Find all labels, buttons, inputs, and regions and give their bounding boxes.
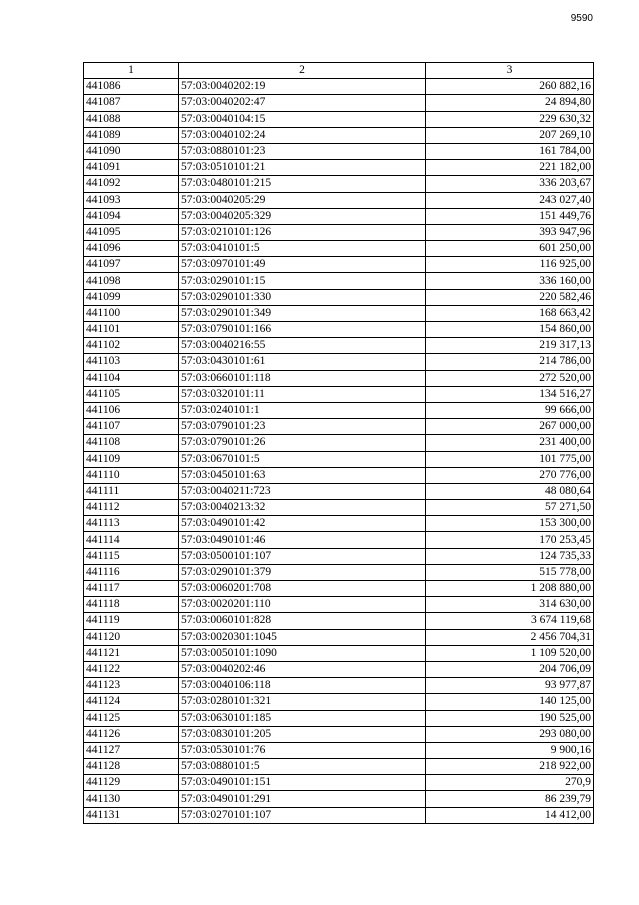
table-row (84, 143, 594, 159)
cadastral-number-cell: 57:03:0790101:26 (179, 435, 426, 451)
table-row (84, 451, 594, 467)
value-cell: 101 775,00 (426, 451, 594, 467)
cadastral-number-cell: 57:03:0490101:151 (179, 775, 426, 791)
cadastral-number-cell: 57:03:0040104:15 (179, 111, 426, 127)
value-cell: 2 456 704,31 (426, 629, 594, 645)
row-number-cell: 441104 (84, 370, 179, 386)
table-row (84, 613, 594, 629)
value-cell: 57 271,50 (426, 500, 594, 516)
value-cell: 3 674 119,68 (426, 613, 594, 629)
table-row (84, 289, 594, 305)
row-number-cell: 441128 (84, 759, 179, 775)
cadastral-number-cell: 57:03:0490101:46 (179, 532, 426, 548)
row-number-cell: 441090 (84, 143, 179, 159)
value-cell: 393 947,96 (426, 224, 594, 240)
cadastral-number-cell: 57:03:0630101:185 (179, 710, 426, 726)
cadastral-number-cell: 57:03:0790101:166 (179, 322, 426, 338)
cadastral-number-cell: 57:03:0880101:5 (179, 759, 426, 775)
value-cell: 207 269,10 (426, 127, 594, 143)
table-row (84, 645, 594, 661)
value-cell: 336 160,00 (426, 273, 594, 289)
cadastral-number-cell: 57:03:0240101:1 (179, 402, 426, 418)
table-row (84, 95, 594, 111)
cadastral-number-cell: 57:03:0670101:5 (179, 451, 426, 467)
row-number-cell: 441089 (84, 127, 179, 143)
cadastral-number-cell: 57:03:0660101:118 (179, 370, 426, 386)
value-cell: 168 663,42 (426, 305, 594, 321)
table-row (84, 176, 594, 192)
value-cell: 336 203,67 (426, 176, 594, 192)
row-number-cell: 441102 (84, 338, 179, 354)
value-cell: 219 317,13 (426, 338, 594, 354)
value-cell: 260 882,16 (426, 79, 594, 95)
header-row (84, 63, 594, 79)
row-number-cell: 441111 (84, 483, 179, 499)
table-row (84, 224, 594, 240)
table-row (84, 807, 594, 823)
row-number-cell: 441125 (84, 710, 179, 726)
cadastral-number-cell: 57:03:0430101:61 (179, 354, 426, 370)
table-row (84, 419, 594, 435)
row-number-cell: 441110 (84, 467, 179, 483)
table-row (84, 678, 594, 694)
value-cell: 151 449,76 (426, 208, 594, 224)
table-row (84, 160, 594, 176)
row-number-cell: 441094 (84, 208, 179, 224)
cadastral-number-cell: 57:03:0450101:63 (179, 467, 426, 483)
table-row (84, 273, 594, 289)
row-number-cell: 441103 (84, 354, 179, 370)
table-row (84, 435, 594, 451)
cadastral-number-cell: 57:03:0510101:21 (179, 160, 426, 176)
row-number-cell: 441118 (84, 597, 179, 613)
table-row (84, 111, 594, 127)
cadastral-number-cell: 57:03:0500101:107 (179, 548, 426, 564)
cadastral-number-cell: 57:03:0040202:19 (179, 79, 426, 95)
value-cell: 270 776,00 (426, 467, 594, 483)
row-number-cell: 441130 (84, 791, 179, 807)
row-number-cell: 441105 (84, 386, 179, 402)
table-row (84, 629, 594, 645)
row-number-cell: 441095 (84, 224, 179, 240)
table-row (84, 192, 594, 208)
table-row (84, 581, 594, 597)
value-cell: 314 630,00 (426, 597, 594, 613)
cadastral-number-cell: 57:03:0320101:11 (179, 386, 426, 402)
cadastral-number-cell: 57:03:0790101:23 (179, 419, 426, 435)
row-number-cell: 441093 (84, 192, 179, 208)
value-cell: 231 400,00 (426, 435, 594, 451)
cadastral-number-cell: 57:03:0290101:349 (179, 305, 426, 321)
cadastral-number-cell: 57:03:0040102:24 (179, 127, 426, 143)
cadastral-number-cell: 57:03:0020301:1045 (179, 629, 426, 645)
table-row (84, 338, 594, 354)
cadastral-number-cell: 57:03:0490101:291 (179, 791, 426, 807)
table-row (84, 402, 594, 418)
cadastral-number-cell: 57:03:0880101:23 (179, 143, 426, 159)
value-cell: 116 925,00 (426, 257, 594, 273)
value-cell: 99 666,00 (426, 402, 594, 418)
value-cell: 48 080,64 (426, 483, 594, 499)
cadastral-number-cell: 57:03:0040202:47 (179, 95, 426, 111)
row-number-cell: 441119 (84, 613, 179, 629)
value-cell: 220 582,46 (426, 289, 594, 305)
row-number-cell: 441127 (84, 742, 179, 758)
table-row (84, 257, 594, 273)
cadastral-number-cell: 57:03:0290101:15 (179, 273, 426, 289)
table-body (84, 79, 594, 824)
value-cell: 134 516,27 (426, 386, 594, 402)
table-row (84, 79, 594, 95)
cadastral-number-cell: 57:03:0480101:215 (179, 176, 426, 192)
cadastral-number-cell: 57:03:0290101:379 (179, 564, 426, 580)
table-row (84, 791, 594, 807)
row-number-cell: 441116 (84, 564, 179, 580)
value-cell: 1 109 520,00 (426, 645, 594, 661)
column-header-2: 2 (179, 63, 426, 79)
value-cell: 218 922,00 (426, 759, 594, 775)
value-cell: 9 900,16 (426, 742, 594, 758)
cadastral-number-cell: 57:03:0040213:32 (179, 500, 426, 516)
page-number: 9590 (570, 13, 593, 24)
row-number-cell: 441101 (84, 322, 179, 338)
row-number-cell: 441087 (84, 95, 179, 111)
cadastral-number-cell: 57:03:0020201:110 (179, 597, 426, 613)
row-number-cell: 441088 (84, 111, 179, 127)
row-number-cell: 441100 (84, 305, 179, 321)
table-row (84, 759, 594, 775)
row-number-cell: 441124 (84, 694, 179, 710)
value-cell: 190 525,00 (426, 710, 594, 726)
table-row (84, 516, 594, 532)
value-cell: 170 253,45 (426, 532, 594, 548)
table-row (84, 661, 594, 677)
table-row (84, 322, 594, 338)
table-row (84, 208, 594, 224)
cadastral-number-cell: 57:03:0210101:126 (179, 224, 426, 240)
value-cell: 154 860,00 (426, 322, 594, 338)
table-row (84, 597, 594, 613)
value-cell: 93 977,87 (426, 678, 594, 694)
row-number-cell: 441107 (84, 419, 179, 435)
cadastral-number-cell: 57:03:0290101:330 (179, 289, 426, 305)
cadastral-number-cell: 57:03:0060101:828 (179, 613, 426, 629)
row-number-cell: 441091 (84, 160, 179, 176)
row-number-cell: 441096 (84, 241, 179, 257)
registry-table (83, 62, 594, 824)
value-cell: 204 706,09 (426, 661, 594, 677)
table-row (84, 564, 594, 580)
table-row (84, 386, 594, 402)
row-number-cell: 441092 (84, 176, 179, 192)
column-header-3: 3 (426, 63, 594, 79)
row-number-cell: 441120 (84, 629, 179, 645)
value-cell: 140 125,00 (426, 694, 594, 710)
table-row (84, 127, 594, 143)
row-number-cell: 441086 (84, 79, 179, 95)
value-cell: 272 520,00 (426, 370, 594, 386)
row-number-cell: 441117 (84, 581, 179, 597)
value-cell: 601 250,00 (426, 241, 594, 257)
row-number-cell: 441123 (84, 678, 179, 694)
table-row (84, 354, 594, 370)
row-number-cell: 441099 (84, 289, 179, 305)
value-cell: 214 786,00 (426, 354, 594, 370)
cadastral-number-cell: 57:03:0040106:118 (179, 678, 426, 694)
cadastral-number-cell: 57:03:0970101:49 (179, 257, 426, 273)
value-cell: 153 300,00 (426, 516, 594, 532)
value-cell: 515 778,00 (426, 564, 594, 580)
table-row (84, 483, 594, 499)
row-number-cell: 441129 (84, 775, 179, 791)
cadastral-number-cell: 57:03:0280101:321 (179, 694, 426, 710)
row-number-cell: 441126 (84, 726, 179, 742)
row-number-cell: 441114 (84, 532, 179, 548)
value-cell: 221 182,00 (426, 160, 594, 176)
cadastral-number-cell: 57:03:0040216:55 (179, 338, 426, 354)
table-row (84, 548, 594, 564)
table-row (84, 726, 594, 742)
table-row (84, 710, 594, 726)
row-number-cell: 441115 (84, 548, 179, 564)
row-number-cell: 441112 (84, 500, 179, 516)
value-cell: 161 784,00 (426, 143, 594, 159)
row-number-cell: 441108 (84, 435, 179, 451)
value-cell: 24 894,80 (426, 95, 594, 111)
table-row (84, 370, 594, 386)
table-row (84, 742, 594, 758)
value-cell: 124 735,33 (426, 548, 594, 564)
row-number-cell: 441109 (84, 451, 179, 467)
row-number-cell: 441106 (84, 402, 179, 418)
table-row (84, 500, 594, 516)
value-cell: 267 000,00 (426, 419, 594, 435)
table-row (84, 532, 594, 548)
table-row (84, 467, 594, 483)
table-row (84, 775, 594, 791)
row-number-cell: 441113 (84, 516, 179, 532)
value-cell: 1 208 880,00 (426, 581, 594, 597)
cadastral-number-cell: 57:03:0530101:76 (179, 742, 426, 758)
cadastral-number-cell: 57:03:0050101:1090 (179, 645, 426, 661)
cadastral-number-cell: 57:03:0040205:329 (179, 208, 426, 224)
cadastral-number-cell: 57:03:0040205:29 (179, 192, 426, 208)
row-number-cell: 441097 (84, 257, 179, 273)
cadastral-number-cell: 57:03:0410101:5 (179, 241, 426, 257)
row-number-cell: 441122 (84, 661, 179, 677)
cadastral-number-cell: 57:03:0060201:708 (179, 581, 426, 597)
value-cell: 270,9 (426, 775, 594, 791)
table-row (84, 305, 594, 321)
value-cell: 293 080,00 (426, 726, 594, 742)
row-number-cell: 441131 (84, 807, 179, 823)
table-row (84, 694, 594, 710)
row-number-cell: 441098 (84, 273, 179, 289)
cadastral-number-cell: 57:03:0490101:42 (179, 516, 426, 532)
column-header-1: 1 (84, 63, 179, 79)
value-cell: 229 630,32 (426, 111, 594, 127)
cadastral-number-cell: 57:03:0270101:107 (179, 807, 426, 823)
value-cell: 86 239,79 (426, 791, 594, 807)
cadastral-number-cell: 57:03:0830101:205 (179, 726, 426, 742)
row-number-cell: 441121 (84, 645, 179, 661)
value-cell: 14 412,00 (426, 807, 594, 823)
value-cell: 243 027,40 (426, 192, 594, 208)
table-row (84, 241, 594, 257)
cadastral-number-cell: 57:03:0040211:723 (179, 483, 426, 499)
cadastral-number-cell: 57:03:0040202:46 (179, 661, 426, 677)
